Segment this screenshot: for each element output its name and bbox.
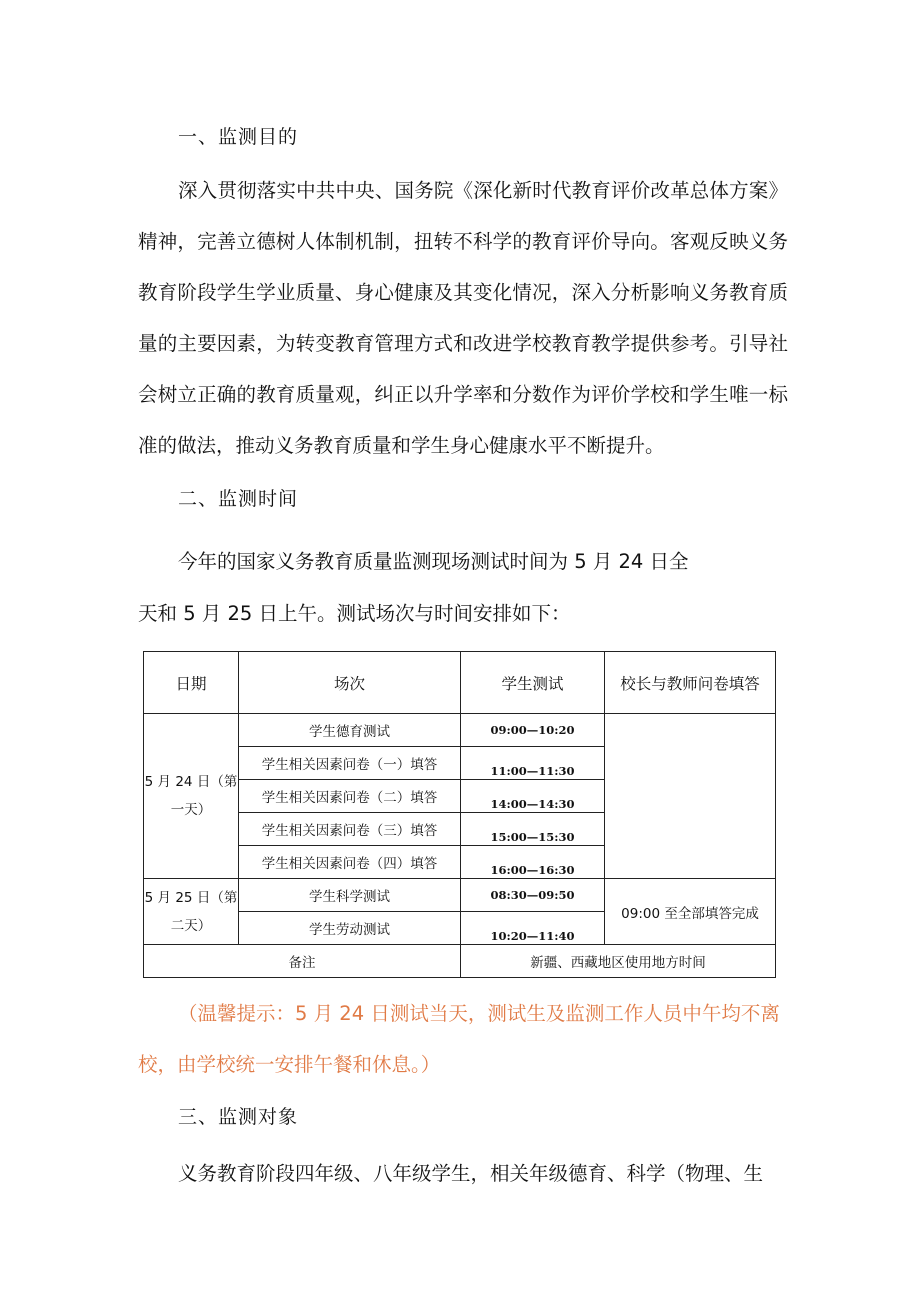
day-2-teacher-cell: 09:00 至全部填答完成 xyxy=(605,879,776,945)
reminder-tip: （温馨提示：5 月 24 日测试当天，测试生及监测工作人员中午均不离校，由学校统一安排午餐和休息。） xyxy=(138,1002,780,1076)
header-teacher-survey: 校长与教师问卷填答 xyxy=(605,652,776,714)
session-cell: 学生科学测试 xyxy=(239,879,461,912)
section-2-line-1: 今年的国家义务教育质量监测现场测试时间为 5 月 24 日全 xyxy=(178,550,689,573)
time-cell: 08:30—09:50 xyxy=(461,879,605,912)
time-cell: 11:00—11:30 xyxy=(461,747,605,780)
table-header-row xyxy=(144,652,776,714)
session-cell: 学生相关因素问卷（一）填答 xyxy=(239,747,461,780)
time-cell: 09:00—10:20 xyxy=(461,714,605,747)
section-1-title: 一、监测目的 xyxy=(178,126,299,148)
day-1-line-b: 一天） xyxy=(170,802,212,818)
day-1-teacher-cell xyxy=(605,714,776,879)
section-3-title: 三、监测对象 xyxy=(178,1106,299,1128)
session-cell: 学生相关因素问卷（三）填答 xyxy=(239,813,461,846)
note-label: 备注 xyxy=(144,945,461,978)
session-cell: 学生相关因素问卷（四）填答 xyxy=(239,846,461,879)
session-cell: 学生相关因素问卷（二）填答 xyxy=(239,780,461,813)
note-text: 新疆、西藏地区使用地方时间 xyxy=(461,945,776,978)
header-date: 日期 xyxy=(144,652,239,714)
table-note-row xyxy=(144,945,776,978)
day-1-line-a: 5 月 24 日（第 xyxy=(144,774,238,790)
day-2-cell xyxy=(144,879,239,945)
day-1-cell xyxy=(144,714,239,879)
day-2-line-b: 二天） xyxy=(170,917,212,934)
section-2-title: 二、监测时间 xyxy=(178,488,299,510)
time-cell: 14:00—14:30 xyxy=(461,780,605,813)
header-student-test: 学生测试 xyxy=(461,652,605,714)
table-row xyxy=(144,714,776,747)
time-cell: 16:00—16:30 xyxy=(461,846,605,879)
day-2-line-a: 5 月 25 日（第 xyxy=(144,889,238,906)
section-2-line-2: 天和 5 月 25 日上午。测试场次与时间安排如下： xyxy=(138,602,571,625)
session-cell: 学生德育测试 xyxy=(239,714,461,747)
header-session: 场次 xyxy=(239,652,461,714)
time-cell: 15:00—15:30 xyxy=(461,813,605,846)
time-cell: 10:20—11:40 xyxy=(461,912,605,945)
section-3-line-1: 义务教育阶段四年级、八年级学生，相关年级德育、科学（物理、生 xyxy=(178,1162,764,1185)
section-1-body: 深入贯彻落实中共中央、国务院《深化新时代教育评价改革总体方案》精神，完善立德树人体制机制，扭转不科学的教育评价导向。客观反映义务教育阶段学生学业质量、身心健康及其变化情况，深入分析影响义务教育质量的主要因素，为转变教育管理方式和改进学校教育教学提供参考。引导社会树立正确的教育质量观，纠正以升学率和分数作为评价学校和学生唯一标准的做法，推动义务教育质量和学生身心健康水平不断提升。 xyxy=(138,179,788,457)
schedule-table xyxy=(143,651,776,978)
session-cell: 学生劳动测试 xyxy=(239,912,461,945)
table-row xyxy=(144,879,776,912)
